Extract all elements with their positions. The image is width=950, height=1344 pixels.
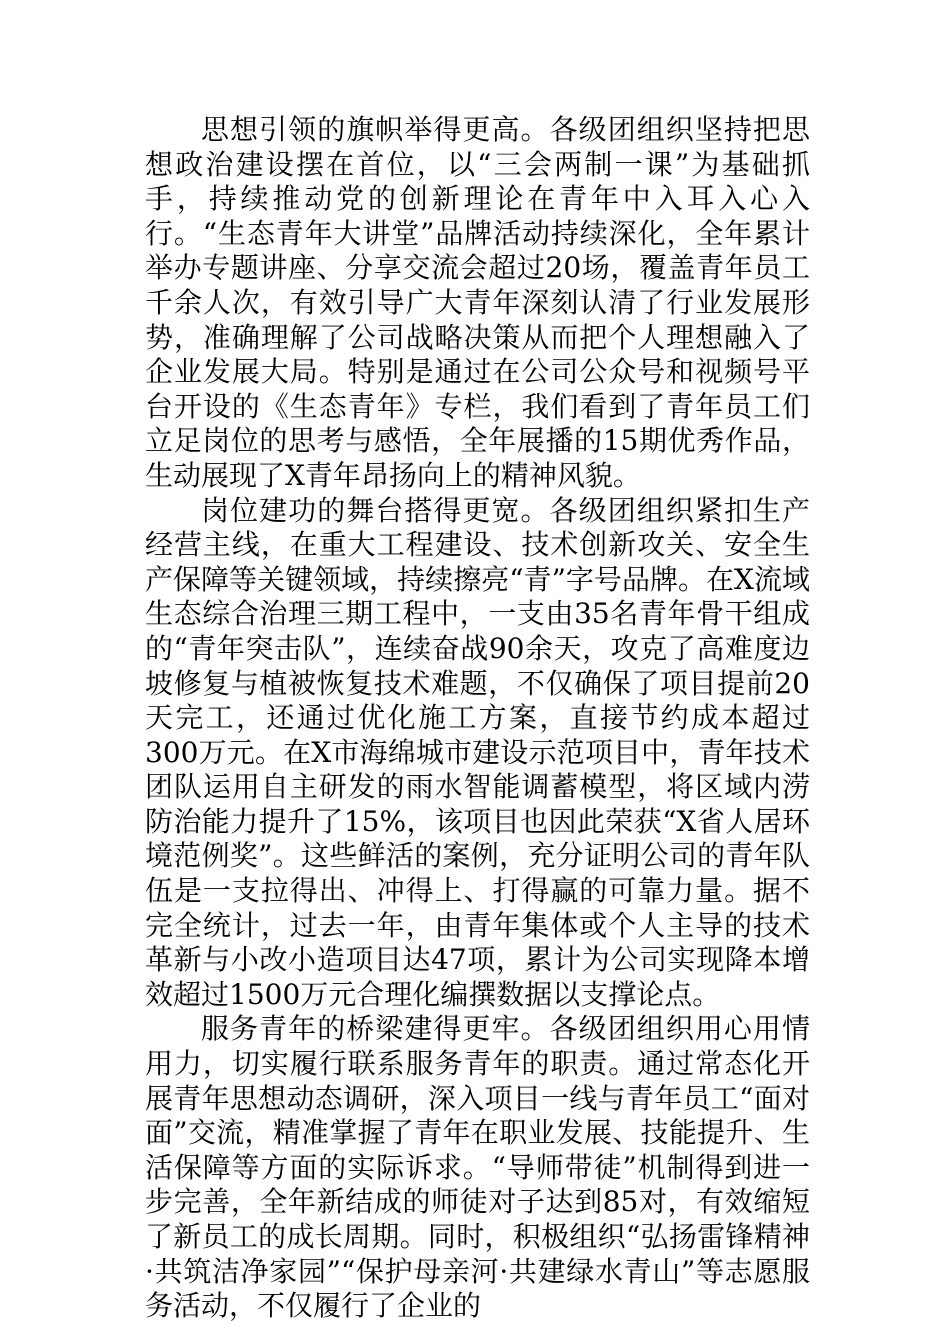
paragraph-youth-service: 服务青年的桥梁建得更牢。各级团组织用心用情用力，切实履行联系服务青年的职责。通过常态化开展青年思想动态调研，深入项目一线与青年员工“面对面”交流，精准掌握了青年在职业发展、技能提升、生活保障等方面的实际诉求。“导师带徒”机制得到进一步完善，全年新结成的师徒对子达到85对，有效缩短了新员工的成长周期。同时，积极组织“弘扬雷锋精神·共筑洁净家园”“保护母亲河·共建绿水青山”等志愿服务活动，不仅履行了企业的 [145, 1012, 810, 1323]
paragraph-post-contribution: 岗位建功的舞台搭得更宽。各级团组织紧扣生产经营主线，在重大工程建设、技术创新攻关、安全生产保障等关键领域，持续擦亮“青”字号品牌。在X流域生态综合治理三期工程中，一支由35名青年骨干组成的“青年突击队”，连续奋战90余天，攻克了高难度边坡修复与植被恢复技术难题，不仅确保了项目提前20天完工，还通过优化施工方案，直接节约成本超过300万元。在X市海绵城市建设示范项目中，青年技术团队运用自主研发的雨水智能调蓄模型，将区域内涝防治能力提升了15%，该项目也因此荣获“X省人居环境范例奖”。这些鲜活的案例，充分证明公司的青年队伍是一支拉得出、冲得上、打得赢的可靠力量。据不完全统计，过去一年，由青年集体或个人主导的技术革新与小改小造项目达47项，累计为公司实现降本增效超过1500万元合理化编撰数据以支撑论点。 [145, 493, 810, 1011]
document-page [145, 113, 810, 1324]
paragraph-ideological-guidance: 思想引领的旗帜举得更高。各级团组织坚持把思想政治建设摆在首位，以“三会两制一课”为基础抓手，持续推动党的创新理论在青年中入耳入心入行。“生态青年大讲堂”品牌活动持续深化，全年累计举办专题讲座、分享交流会超过20场，覆盖青年员工千余人次，有效引导广大青年深刻认清了行业发展形势，准确理解了公司战略决策从而把个人理想融入了企业发展大局。特别是通过在公司公众号和视频号平台开设的《生态青年》专栏，我们看到了青年员工们立足岗位的思考与感悟，全年展播的15期优秀作品，生动展现了X青年昂扬向上的精神风貌。 [145, 113, 810, 492]
